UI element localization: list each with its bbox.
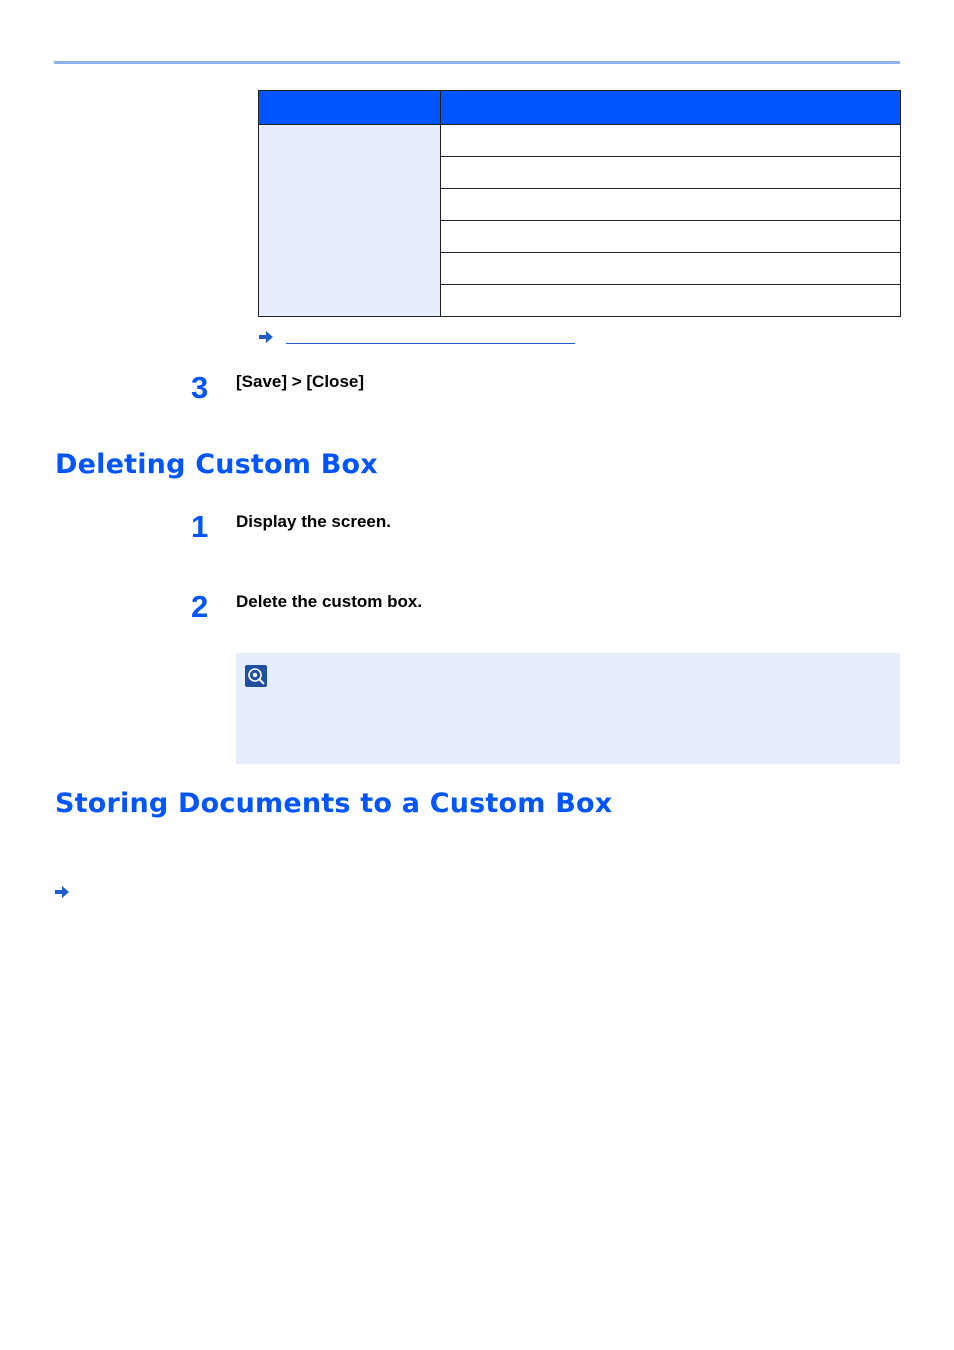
arrow-right-icon <box>55 886 70 898</box>
table-cell <box>441 157 901 189</box>
step-number-3: 3 <box>191 370 209 405</box>
settings-table <box>258 90 901 317</box>
step-instruction-3: [Save] > [Close] <box>236 372 365 391</box>
reference-link-underline[interactable] <box>286 343 575 344</box>
table-header-item <box>259 91 441 125</box>
section-title-storing: Storing Documents to a Custom Box <box>55 788 613 819</box>
note-box <box>236 653 900 764</box>
step-instruction-1: Display the screen. <box>236 512 391 531</box>
table-category-cell <box>259 125 441 317</box>
table-cell <box>441 285 901 317</box>
table-header-row <box>259 91 901 125</box>
table-cell <box>441 125 901 157</box>
header-rule <box>54 61 900 64</box>
table-row <box>259 125 901 157</box>
table-cell <box>441 221 901 253</box>
step-instruction-2: Delete the custom box. <box>236 592 423 611</box>
note-icon <box>245 665 267 687</box>
table-cell <box>441 189 901 221</box>
step-number-1: 1 <box>191 509 209 544</box>
table-header-description <box>441 91 901 125</box>
section-title-deleting: Deleting Custom Box <box>55 449 378 480</box>
table-cell <box>441 253 901 285</box>
step-number-2: 2 <box>191 589 209 624</box>
arrow-right-icon <box>259 331 274 343</box>
